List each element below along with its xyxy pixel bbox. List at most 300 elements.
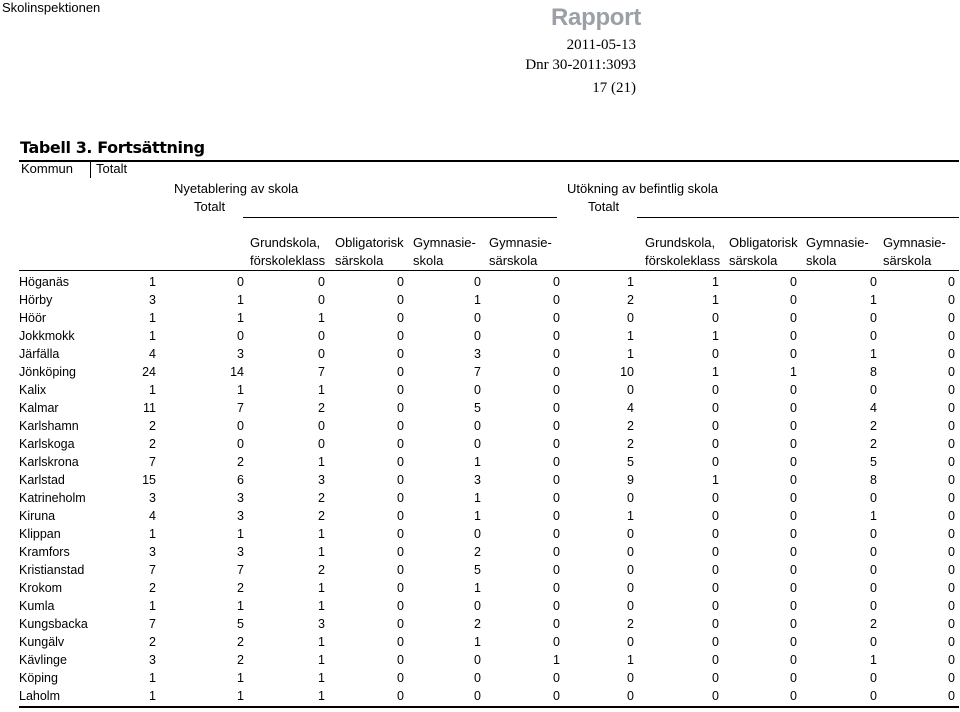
table-cell: 0: [553, 545, 560, 559]
table-cell: 1: [318, 653, 325, 667]
table-row: [19, 669, 959, 687]
table-row: [19, 489, 959, 507]
table-cell: 1: [149, 671, 156, 685]
table-cell: 0: [712, 401, 719, 415]
table-row: [19, 633, 959, 651]
table-cell: 2: [627, 419, 634, 433]
table-cell: 1: [149, 275, 156, 289]
kommun-name: Höör: [19, 311, 47, 325]
table-cell: 4: [870, 401, 877, 415]
table-cell: 0: [397, 401, 404, 415]
table-cell: 0: [790, 455, 797, 469]
table-cell: 0: [553, 473, 560, 487]
table-cell: 0: [553, 437, 560, 451]
table-cell: 0: [790, 401, 797, 415]
table-cell: 2: [149, 437, 156, 451]
table-cell: 0: [397, 545, 404, 559]
table-cell: 2: [237, 635, 244, 649]
table-cell: 0: [790, 293, 797, 307]
table-cell: 0: [948, 689, 955, 703]
table-cell: 0: [318, 293, 325, 307]
table-cell: 3: [474, 347, 481, 361]
table-cell: 0: [948, 653, 955, 667]
table-cell: 0: [712, 581, 719, 595]
table-cell: 1: [870, 347, 877, 361]
sub-ext-1-line1: Obligatorisk: [729, 235, 798, 250]
table-cell: 0: [712, 527, 719, 541]
table-cell: 0: [553, 419, 560, 433]
table-cell: 0: [790, 383, 797, 397]
table-cell: 1: [870, 509, 877, 523]
table-cell: 3: [149, 545, 156, 559]
table-cell: 0: [553, 401, 560, 415]
kommun-name: Kumla: [19, 599, 55, 613]
group-utokning-totalt: Totalt: [588, 199, 620, 214]
table-cell: 1: [318, 581, 325, 595]
report-dnr: Dnr 30-2011:3093: [525, 57, 636, 73]
kommun-name: Katrineholm: [19, 491, 86, 505]
table-cell: 2: [627, 617, 634, 631]
table-cell: 9: [627, 473, 634, 487]
table-cell: 2: [474, 545, 481, 559]
table-cell: 0: [397, 275, 404, 289]
table-cell: 0: [712, 455, 719, 469]
table-cell: 1: [237, 383, 244, 397]
table-cell: 0: [712, 617, 719, 631]
table-cell: 0: [397, 563, 404, 577]
table-cell: 15: [142, 473, 156, 487]
table-cell: 0: [790, 563, 797, 577]
table-cell: 0: [237, 419, 244, 433]
table-row: [19, 327, 959, 345]
table-cell: 0: [627, 563, 634, 577]
table-cell: 4: [149, 347, 156, 361]
table-cell: 0: [948, 581, 955, 595]
table-cell: 0: [948, 473, 955, 487]
table-cell: 0: [790, 545, 797, 559]
table-row: [19, 435, 959, 453]
table-cell: 2: [149, 635, 156, 649]
table-bottom-rule: [19, 706, 959, 708]
table-cell: 0: [870, 329, 877, 343]
table-cell: 0: [397, 599, 404, 613]
kommun-name: Jönköping: [19, 365, 76, 379]
sub-ext-1-line2: särskola: [729, 253, 778, 268]
table-cell: 0: [474, 671, 481, 685]
table-cell: 1: [318, 545, 325, 559]
table-cell: 0: [397, 383, 404, 397]
table-cell: 1: [474, 635, 481, 649]
kommun-name: Kramfors: [19, 545, 70, 559]
table-cell: 0: [948, 275, 955, 289]
table-cell: 1: [149, 383, 156, 397]
table-cell: 0: [870, 581, 877, 595]
table-cell: 1: [318, 689, 325, 703]
table-cell: 1: [627, 653, 634, 667]
sub-ext-0-line2: förskoleklass: [645, 253, 721, 268]
table-cell: 0: [553, 563, 560, 577]
agency-name: Skolinspektionen: [2, 0, 101, 15]
kommun-name: Laholm: [19, 689, 60, 703]
kommun-name: Klippan: [19, 527, 61, 541]
table-cell: 0: [553, 329, 560, 343]
table-cell: 0: [627, 635, 634, 649]
table-cell: 2: [870, 617, 877, 631]
table-cell: 11: [143, 401, 156, 415]
table-cell: 0: [474, 527, 481, 541]
table-cell: 1: [474, 293, 481, 307]
table-cell: 0: [712, 635, 719, 649]
table-cell: 0: [870, 599, 877, 613]
table-cell: 0: [627, 599, 634, 613]
table-cell: 1: [237, 689, 244, 703]
sub-ext-3-line1: Gymnasie-: [883, 235, 946, 250]
table-cell: 1: [237, 311, 244, 325]
table-cell: 0: [790, 437, 797, 451]
table-row: [19, 597, 959, 615]
table-cell: 4: [149, 509, 156, 523]
sub-new-2-line2: skola: [413, 253, 444, 268]
table-cell: 0: [948, 329, 955, 343]
table-row: [19, 291, 959, 309]
header-bottom-rule: [19, 270, 959, 271]
table-cell: 1: [474, 491, 481, 505]
table-cell: 0: [474, 437, 481, 451]
table-cell: 0: [318, 437, 325, 451]
table-cell: 1: [318, 599, 325, 613]
table-row: [19, 471, 959, 489]
table-cell: 0: [553, 671, 560, 685]
sub-new-0-line1: Grundskola,: [250, 235, 321, 250]
table-row: [19, 651, 959, 669]
table-cell: 0: [474, 599, 481, 613]
group-utokning: Utökning av befintlig skola: [567, 181, 719, 196]
kommun-name: Karlskrona: [19, 455, 79, 469]
table-cell: 1: [149, 689, 156, 703]
table-cell: 0: [948, 671, 955, 685]
table-cell: 0: [553, 509, 560, 523]
table-cell: 0: [627, 581, 634, 595]
kommun-name: Krokom: [19, 581, 63, 595]
table-body: [19, 273, 959, 705]
table-cell: 0: [397, 419, 404, 433]
table-cell: 1: [790, 365, 797, 379]
table-cell: 0: [790, 527, 797, 541]
table-row: [19, 543, 959, 561]
table-cell: 0: [397, 635, 404, 649]
table-cell: 2: [318, 401, 325, 415]
group-nyetablering: Nyetablering av skola: [174, 181, 299, 196]
kommun-name: Karlstad: [19, 473, 65, 487]
table-row: [19, 417, 959, 435]
table-cell: 0: [474, 311, 481, 325]
table-cell: 1: [712, 473, 719, 487]
table-cell: 7: [474, 365, 481, 379]
table-cell: 0: [237, 437, 244, 451]
table-cell: 10: [620, 365, 634, 379]
table-cell: 0: [790, 275, 797, 289]
table-cell: 1: [474, 455, 481, 469]
table-cell: 1: [318, 635, 325, 649]
table-cell: 5: [237, 617, 244, 631]
table-cell: 0: [553, 365, 560, 379]
table-cell: 0: [553, 347, 560, 361]
table-cell: 2: [318, 563, 325, 577]
table-row: [19, 381, 959, 399]
table-cell: 0: [553, 491, 560, 505]
table-cell: 0: [237, 275, 244, 289]
table-cell: 0: [474, 383, 481, 397]
table-cell: 0: [474, 329, 481, 343]
table-cell: 0: [397, 509, 404, 523]
table-cell: 0: [397, 527, 404, 541]
table-cell: 1: [474, 581, 481, 595]
table-cell: 0: [397, 437, 404, 451]
sub-ext-0-line1: Grundskola,: [645, 235, 716, 250]
table-cell: 2: [318, 509, 325, 523]
table-cell: 1: [318, 383, 325, 397]
table-cell: 2: [870, 419, 877, 433]
table-cell: 24: [142, 365, 156, 379]
sub-new-2-line1: Gymnasie-: [413, 235, 476, 250]
table-cell: 1: [318, 455, 325, 469]
kommun-name: Jokkmokk: [19, 329, 75, 343]
table-cell: 0: [790, 617, 797, 631]
sub-ext-3-line2: särskola: [883, 253, 932, 268]
table-cell: 0: [553, 599, 560, 613]
table-cell: 0: [870, 671, 877, 685]
table-row: [19, 687, 959, 705]
table-cell: 0: [870, 563, 877, 577]
table-cell: 3: [149, 653, 156, 667]
table-cell: 2: [627, 293, 634, 307]
table-cell: 0: [948, 527, 955, 541]
table-cell: 1: [712, 329, 719, 343]
table-cell: 0: [948, 437, 955, 451]
nyetablering-underline: [243, 217, 557, 218]
table-row: [19, 615, 959, 633]
group-nyetablering-totalt: Totalt: [194, 199, 226, 214]
table-cell: 0: [397, 347, 404, 361]
kommun-name: Hörby: [19, 293, 53, 307]
table-row: [19, 561, 959, 579]
table-cell: 1: [712, 293, 719, 307]
table-cell: 1: [237, 527, 244, 541]
table-cell: 8: [870, 365, 877, 379]
table-cell: 1: [237, 671, 244, 685]
table-cell: 0: [397, 329, 404, 343]
table-cell: 0: [627, 311, 634, 325]
table-cell: 0: [712, 545, 719, 559]
table-cell: 0: [948, 401, 955, 415]
table-cell: 0: [870, 383, 877, 397]
table-cell: 0: [318, 347, 325, 361]
table-cell: 1: [474, 509, 481, 523]
table-cell: 0: [948, 383, 955, 397]
sub-ext-2-line2: skola: [806, 253, 837, 268]
col-kommun: Kommun: [21, 161, 74, 176]
kommun-name: Kristianstad: [19, 563, 85, 577]
table-cell: 1: [627, 509, 634, 523]
table-cell: 0: [627, 527, 634, 541]
table-cell: 0: [627, 671, 634, 685]
kommun-name: Järfälla: [19, 347, 60, 361]
table-cell: 0: [948, 347, 955, 361]
table-cell: 0: [553, 581, 560, 595]
table-cell: 2: [149, 419, 156, 433]
table-cell: 1: [318, 671, 325, 685]
table-cell: 0: [712, 311, 719, 325]
table-cell: 2: [474, 617, 481, 631]
table-row: [19, 345, 959, 363]
col-totalt: Totalt: [96, 161, 128, 176]
table-cell: 1: [318, 527, 325, 541]
table-top-rule: [19, 160, 959, 162]
table-cell: 1: [237, 599, 244, 613]
table-cell: 3: [318, 473, 325, 487]
table-cell: 0: [553, 383, 560, 397]
table-cell: 0: [948, 563, 955, 577]
table-cell: 0: [397, 311, 404, 325]
table-cell: 0: [870, 545, 877, 559]
table-cell: 1: [712, 275, 719, 289]
table-cell: 0: [318, 275, 325, 289]
table-cell: 0: [397, 689, 404, 703]
table-cell: 3: [237, 491, 244, 505]
table-cell: 0: [790, 347, 797, 361]
kommun-name: Kävlinge: [19, 653, 67, 667]
table-cell: 0: [553, 527, 560, 541]
table-cell: 0: [948, 635, 955, 649]
table-cell: 0: [948, 617, 955, 631]
table-row: [19, 579, 959, 597]
table-cell: 0: [397, 617, 404, 631]
table-cell: 0: [397, 491, 404, 505]
table-cell: 1: [553, 653, 560, 667]
table-cell: 0: [712, 671, 719, 685]
table-cell: 0: [790, 635, 797, 649]
table-cell: 0: [870, 635, 877, 649]
table-cell: 0: [790, 329, 797, 343]
table-cell: 0: [474, 419, 481, 433]
table-cell: 0: [712, 419, 719, 433]
table-cell: 2: [627, 437, 634, 451]
table-cell: 7: [149, 617, 156, 631]
table-cell: 3: [474, 473, 481, 487]
table-cell: 0: [474, 689, 481, 703]
table-cell: 0: [790, 599, 797, 613]
table-cell: 0: [627, 689, 634, 703]
table-cell: 0: [237, 329, 244, 343]
table-cell: 1: [627, 347, 634, 361]
table-cell: 2: [870, 437, 877, 451]
table-cell: 0: [553, 311, 560, 325]
table-cell: 0: [870, 311, 877, 325]
table-cell: 0: [948, 509, 955, 523]
table-cell: 0: [553, 293, 560, 307]
table-title: Tabell 3. Fortsättning: [20, 138, 205, 157]
table-cell: 0: [948, 455, 955, 469]
table-cell: 0: [712, 689, 719, 703]
table-cell: 14: [230, 365, 244, 379]
table-cell: 7: [237, 401, 244, 415]
page-number: 17 (21): [592, 80, 636, 96]
table-cell: 5: [474, 401, 481, 415]
table-cell: 0: [712, 599, 719, 613]
table-cell: 0: [790, 509, 797, 523]
table-cell: 1: [149, 599, 156, 613]
table-cell: 1: [870, 293, 877, 307]
table-cell: 0: [474, 275, 481, 289]
table-cell: 1: [627, 329, 634, 343]
table-cell: 1: [237, 293, 244, 307]
table-cell: 7: [237, 563, 244, 577]
table-cell: 0: [397, 653, 404, 667]
table-cell: 3: [149, 491, 156, 505]
table-cell: 0: [553, 617, 560, 631]
table-row: [19, 363, 959, 381]
table-cell: 0: [790, 581, 797, 595]
table-cell: 1: [149, 329, 156, 343]
table-cell: 7: [318, 365, 325, 379]
table-cell: 5: [870, 455, 877, 469]
table-cell: 0: [948, 491, 955, 505]
table-cell: 0: [870, 491, 877, 505]
kommun-name: Kalix: [19, 383, 47, 397]
table-cell: 0: [397, 455, 404, 469]
table-cell: 0: [948, 419, 955, 433]
table-cell: 0: [712, 563, 719, 577]
table-cell: 0: [790, 653, 797, 667]
table-cell: 0: [790, 491, 797, 505]
table-cell: 0: [318, 419, 325, 433]
utokning-underline: [637, 217, 959, 218]
table-cell: 5: [627, 455, 634, 469]
table-cell: 8: [870, 473, 877, 487]
sub-new-1-line2: särskola: [335, 253, 384, 268]
sub-new-3-line1: Gymnasie-: [489, 235, 552, 250]
table-cell: 0: [948, 293, 955, 307]
kommun-name: Kungsbacka: [19, 617, 88, 631]
kommun-name: Karlshamn: [19, 419, 79, 433]
table-cell: 6: [237, 473, 244, 487]
table-cell: 1: [149, 527, 156, 541]
table-row: [19, 399, 959, 417]
table-cell: 0: [397, 293, 404, 307]
table-cell: 0: [790, 689, 797, 703]
table-cell: 3: [237, 545, 244, 559]
table-cell: 0: [870, 527, 877, 541]
table-cell: 0: [627, 491, 634, 505]
table-cell: 0: [318, 329, 325, 343]
table-cell: 0: [712, 491, 719, 505]
table-cell: 2: [149, 581, 156, 595]
table-cell: 0: [870, 689, 877, 703]
table-cell: 0: [790, 311, 797, 325]
table-cell: 0: [712, 437, 719, 451]
kommun-name: Kiruna: [19, 509, 56, 523]
table-row: [19, 273, 959, 291]
sub-ext-2-line1: Gymnasie-: [806, 235, 869, 250]
table-cell: 0: [948, 365, 955, 379]
table-cell: 1: [627, 275, 634, 289]
kommun-name: Karlskoga: [19, 437, 75, 451]
table-cell: 7: [149, 455, 156, 469]
table-row: [19, 309, 959, 327]
table-cell: 3: [149, 293, 156, 307]
table-cell: 3: [237, 347, 244, 361]
table-cell: 0: [712, 653, 719, 667]
